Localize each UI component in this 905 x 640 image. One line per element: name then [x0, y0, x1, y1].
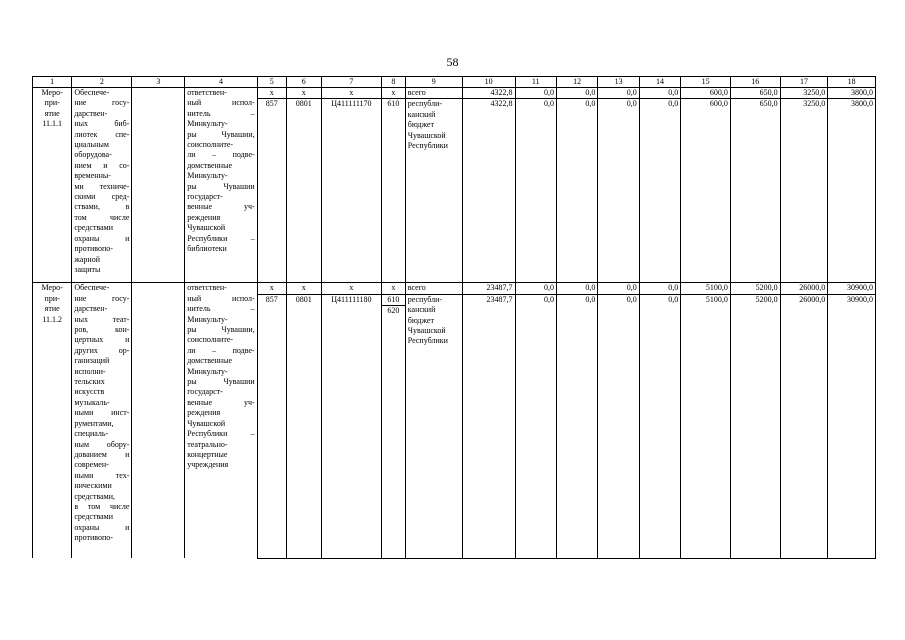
cell-line: Республики: [407, 336, 448, 346]
cell-line: дарствен-: [74, 304, 108, 314]
cell-c14: 0,0: [639, 294, 680, 558]
cell-line: музыкаль-: [74, 397, 110, 407]
cell-c12: 0,0: [556, 99, 597, 283]
table-row: [33, 283, 876, 294]
cell-line: других ор-: [74, 345, 130, 355]
cell-c11: 0,0: [515, 99, 556, 283]
cell-line: циальным: [74, 140, 109, 150]
cell-line: защиты: [74, 264, 101, 274]
cell-c15: 600,0: [681, 99, 731, 283]
cell-c7: Ц411111180: [321, 294, 381, 558]
cell-c14: 0,0: [639, 99, 680, 283]
cell-c16: 650,0: [730, 99, 780, 283]
cell-line: при-: [44, 293, 60, 303]
cell-line: охраны и: [74, 233, 130, 243]
column-header-12: 12: [556, 77, 597, 88]
cell-c12: 0,0: [556, 88, 597, 99]
cell-line: в том числе: [74, 501, 130, 511]
column-header-13: 13: [598, 77, 639, 88]
cell-line: 620: [387, 306, 400, 316]
cell-c15: 600,0: [681, 88, 731, 99]
cell-line: ными тех-: [74, 470, 130, 480]
cell-line: государст-: [187, 192, 223, 202]
cell-line: исполни-: [74, 366, 106, 376]
empty-cell: [132, 88, 185, 283]
column-header-9: 9: [405, 77, 462, 88]
cell-line: ятие: [44, 304, 60, 314]
cell-c13: 0,0: [598, 99, 639, 283]
cell-line: канский: [407, 305, 436, 315]
cell-line: при-: [44, 98, 60, 108]
cell-c10: 23487,7: [462, 283, 515, 294]
cell-c17: 26000,0: [780, 283, 828, 294]
cell-c14: 0,0: [639, 283, 680, 294]
cell-c9: всего: [405, 88, 462, 99]
cell-line: ятие: [44, 108, 60, 118]
cell-line: противопо-: [74, 244, 113, 254]
measure-cell: [33, 88, 72, 283]
cell-line: 11.1.2: [42, 314, 63, 324]
cell-c11: 0,0: [515, 88, 556, 99]
cell-c16: 650,0: [730, 88, 780, 99]
cell-line: 610: [382, 295, 405, 306]
cell-line: Минкульту-: [187, 171, 228, 181]
cell-c9: [405, 99, 462, 283]
cell-line: канский: [407, 109, 436, 119]
column-header-11: 11: [515, 77, 556, 88]
cell-c16: 5200,0: [730, 283, 780, 294]
column-header-5: 5: [257, 77, 286, 88]
cell-line: республи-: [407, 99, 443, 109]
measure-name-cell: [72, 283, 132, 558]
cell-line: бюджет: [407, 315, 434, 325]
cell-c15: 5100,0: [681, 283, 731, 294]
cell-line: Меро-: [41, 88, 63, 97]
cell-c17: 3250,0: [780, 88, 828, 99]
cell-line: ры Чувашии: [187, 181, 255, 191]
cell-line: лиотек спе-: [74, 129, 130, 139]
cell-line: рументами,: [74, 418, 114, 428]
cell-c11: 0,0: [515, 283, 556, 294]
cell-line: домственные: [187, 356, 233, 366]
table-row: [33, 88, 876, 99]
cell-c5: 857: [257, 294, 286, 558]
cell-line: театрально-: [187, 439, 228, 449]
measure-cell: [33, 283, 72, 558]
cell-line: государст-: [187, 387, 223, 397]
column-header-7: 7: [321, 77, 381, 88]
column-header-1: 1: [33, 77, 72, 88]
cell-line: цертных и: [74, 335, 130, 345]
cell-line: Минкульту-: [187, 119, 228, 129]
cell-line: средствами,: [74, 491, 116, 501]
cell-line: средствами: [74, 223, 114, 233]
cell-c18: 3800,0: [828, 88, 876, 99]
cell-c9: [405, 294, 462, 558]
column-header-17: 17: [780, 77, 828, 88]
cell-c7: Ц411111170: [321, 99, 381, 283]
cell-line: ли – подве-: [187, 345, 255, 355]
cell-line: искусств: [74, 387, 105, 397]
cell-line: Республики: [407, 141, 448, 151]
cell-line: соисполните-: [187, 335, 234, 345]
cell-line: специаль-: [74, 429, 109, 439]
cell-line: Чувашской: [187, 223, 226, 233]
cell-c6: 0801: [286, 99, 321, 283]
cell-c18: 3800,0: [828, 99, 876, 283]
cell-line: нитель –: [187, 304, 255, 314]
executor-cell: [185, 283, 257, 558]
cell-line: противопо-: [74, 533, 113, 543]
column-header-18: 18: [828, 77, 876, 88]
cell-line: ный испол-: [187, 293, 255, 303]
cell-c10: 4322,8: [462, 88, 515, 99]
cell-line: ми техниче-: [74, 181, 130, 191]
column-header-4: 4: [185, 77, 257, 88]
cell-c8: 610: [381, 99, 405, 283]
cell-c8: x: [381, 283, 405, 294]
column-header-14: 14: [639, 77, 680, 88]
cell-line: Минкульту-: [187, 366, 228, 376]
cell-line: тельских: [74, 377, 105, 387]
cell-line: охраны и: [74, 522, 130, 532]
cell-line: временны-: [74, 171, 111, 181]
cell-line: Чувашской: [407, 130, 446, 140]
cell-line: соисполните-: [187, 140, 234, 150]
column-header-16: 16: [730, 77, 780, 88]
cell-c17: 3250,0: [780, 99, 828, 283]
cell-line: нием и со-: [74, 160, 130, 170]
cell-c12: 0,0: [556, 283, 597, 294]
cell-c5: x: [257, 283, 286, 294]
cell-line: библиотеки: [187, 244, 227, 254]
cell-line: ных биб-: [74, 119, 130, 129]
cell-line: Минкульту-: [187, 314, 228, 324]
column-number-row: [33, 77, 876, 88]
cell-line: дарствен-: [74, 108, 108, 118]
cell-line: оборудова-: [74, 150, 112, 160]
cell-c7: x: [321, 88, 381, 99]
cell-c7: x: [321, 283, 381, 294]
cell-c6: x: [286, 88, 321, 99]
column-header-6: 6: [286, 77, 321, 88]
empty-cell: [132, 283, 185, 558]
column-header-10: 10: [462, 77, 515, 88]
cell-line: ры Чувашии,: [187, 129, 255, 139]
cell-c6: x: [286, 283, 321, 294]
cell-c13: 0,0: [598, 88, 639, 99]
cell-line: средствами: [74, 512, 114, 522]
cell-line: ствами, в: [74, 202, 130, 212]
cell-line: Чувашской: [187, 418, 226, 428]
cell-c8: [381, 294, 405, 558]
executor-cell: [185, 88, 257, 283]
column-header-2: 2: [72, 77, 132, 88]
cell-line: реждения: [187, 408, 221, 418]
cell-line: ных теат-: [74, 314, 130, 324]
cell-line: венные уч-: [187, 397, 255, 407]
cell-c5: 857: [257, 99, 286, 283]
cell-c15: 5100,0: [681, 294, 731, 558]
cell-line: Обеспече-: [74, 88, 110, 97]
column-header-3: 3: [132, 77, 185, 88]
cell-line: домственные: [187, 160, 233, 170]
cell-line: современ-: [74, 460, 109, 470]
cell-c18: 30900,0: [828, 283, 876, 294]
cell-line: ние госу-: [74, 293, 130, 303]
cell-line: ными инст-: [74, 408, 130, 418]
cell-line: 11.1.1: [42, 119, 63, 129]
cell-line: ответствен-: [187, 283, 227, 293]
cell-line: Меро-: [41, 283, 63, 293]
cell-c10: 23487,7: [462, 294, 515, 558]
cell-line: нитель –: [187, 108, 255, 118]
cell-line: скими сред-: [74, 192, 130, 202]
cell-line: ганизаций: [74, 356, 110, 366]
cell-line: ние госу-: [74, 98, 130, 108]
cell-c17: 26000,0: [780, 294, 828, 558]
page-number: 58: [446, 55, 459, 69]
cell-line: ров, кон-: [74, 325, 130, 335]
cell-line: ры Чувашии: [187, 377, 255, 387]
cell-line: Обеспече-: [74, 283, 110, 293]
cell-line: ры Чувашии,: [187, 325, 255, 335]
cell-c13: 0,0: [598, 294, 639, 558]
cell-c5: x: [257, 88, 286, 99]
budget-table: [32, 76, 876, 559]
cell-line: бюджет: [407, 120, 434, 130]
cell-c12: 0,0: [556, 294, 597, 558]
cell-line: учреждения: [187, 460, 229, 470]
column-header-8: 8: [381, 77, 405, 88]
cell-line: реждения: [187, 212, 221, 222]
cell-line: том числе: [74, 212, 130, 222]
cell-c10: 4322,8: [462, 99, 515, 283]
cell-line: ническими: [74, 481, 112, 491]
cell-c18: 30900,0: [828, 294, 876, 558]
cell-c14: 0,0: [639, 88, 680, 99]
cell-line: Чувашской: [407, 326, 446, 336]
cell-line: ный испол-: [187, 98, 255, 108]
cell-c6: 0801: [286, 294, 321, 558]
cell-line: Республики –: [187, 429, 255, 439]
cell-c11: 0,0: [515, 294, 556, 558]
measure-name-cell: [72, 88, 132, 283]
cell-line: ли – подве-: [187, 150, 255, 160]
cell-c9: всего: [405, 283, 462, 294]
cell-line: концертные: [187, 449, 228, 459]
cell-c16: 5200,0: [730, 294, 780, 558]
cell-line: жарной: [74, 254, 100, 264]
cell-c8: x: [381, 88, 405, 99]
cell-line: венные уч-: [187, 202, 255, 212]
cell-line: республи-: [407, 294, 443, 304]
cell-line: ным обору-: [74, 439, 130, 449]
cell-line: ответствен-: [187, 88, 227, 97]
cell-line: Республики –: [187, 233, 255, 243]
cell-c13: 0,0: [598, 283, 639, 294]
cell-line: дованием и: [74, 449, 130, 459]
column-header-15: 15: [681, 77, 731, 88]
